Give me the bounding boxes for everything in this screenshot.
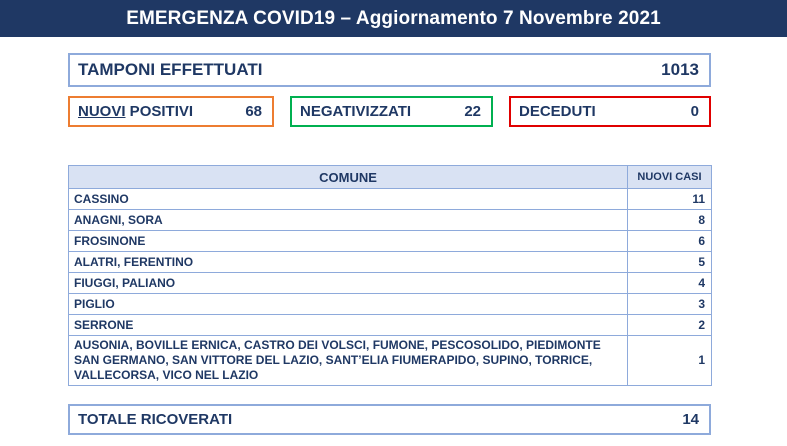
table-row (69, 210, 712, 231)
table-row (69, 315, 712, 336)
table-row (69, 252, 712, 273)
row-comune: PIGLIO (69, 294, 628, 315)
nuovi-positivi-box (68, 96, 274, 127)
row-comune: SERRONE (69, 315, 628, 336)
row-casi: 5 (628, 252, 712, 273)
page-banner (0, 0, 787, 37)
table-row (69, 231, 712, 252)
totale-ricoverati-label: TOTALE RICOVERATI (78, 411, 233, 428)
deceduti-label: DECEDUTI (519, 103, 596, 120)
table-row (69, 189, 712, 210)
negativizzati-label: NEGATIVIZZATI (300, 103, 412, 120)
row-casi: 2 (628, 315, 712, 336)
table-header-row (69, 166, 712, 189)
nuovi-positivi-label-rest: POSITIVI (125, 103, 194, 120)
nuovi-positivi-label (78, 103, 193, 120)
tamponi-value: 1013 (661, 60, 699, 79)
row-casi: 4 (628, 273, 712, 294)
row-casi: 6 (628, 231, 712, 252)
row-comune: CASSINO (69, 189, 628, 210)
row-casi: 1 (628, 336, 712, 386)
nuovi-positivi-value: 68 (245, 103, 262, 120)
deceduti-value: 0 (690, 103, 699, 120)
table-row (69, 294, 712, 315)
header-nuovi-casi: NUOVI CASI (628, 166, 712, 189)
nuovi-positivi-label-highlight: NUOVI (78, 103, 126, 120)
row-comune: AUSONIA, BOVILLE ERNICA, CASTRO DEI VOLSCI, FUMONE, PESCOSOLIDO, PIEDIMONTE SAN GERMANO, SAN VITTORE DEL LAZIO, SANT’ELIA FIUMERAPIDO, SUPINO, TORRICE, VALLECORSA, VICO NEL LAZIO (69, 336, 628, 386)
negativizzati-value: 22 (464, 103, 481, 120)
header-comune: COMUNE (69, 166, 628, 189)
row-casi: 8 (628, 210, 712, 231)
tamponi-label: TAMPONI EFFETTUATI (78, 60, 263, 79)
row-comune: ALATRI, FERENTINO (69, 252, 628, 273)
totale-ricoverati-value: 14 (682, 411, 699, 428)
totale-ricoverati-box (68, 404, 711, 435)
table-row (69, 273, 712, 294)
row-casi: 3 (628, 294, 712, 315)
deceduti-box (509, 96, 711, 127)
negativizzati-box (290, 96, 493, 127)
row-comune: ANAGNI, SORA (69, 210, 628, 231)
comuni-table (68, 165, 712, 386)
row-casi: 11 (628, 189, 712, 210)
row-comune: FIUGGI, PALIANO (69, 273, 628, 294)
tamponi-box (68, 53, 711, 87)
page-title: EMERGENZA COVID19 – Aggiornamento 7 Novembre 2021 (126, 7, 661, 29)
row-comune: FROSINONE (69, 231, 628, 252)
table-row (69, 336, 712, 386)
